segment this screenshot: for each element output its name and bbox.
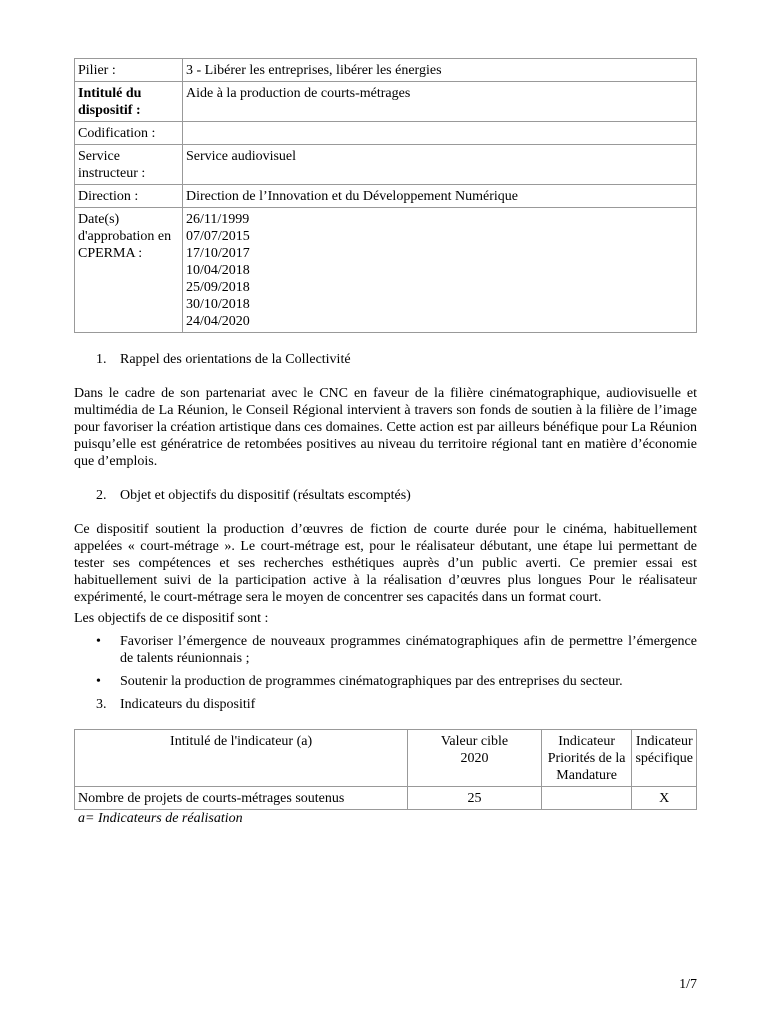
objective-item bbox=[74, 633, 697, 667]
indicators-table bbox=[74, 729, 697, 810]
info-label: Direction : bbox=[75, 185, 183, 208]
approval-date: 30/10/2018 bbox=[186, 297, 250, 312]
approval-date: 10/04/2018 bbox=[186, 263, 250, 278]
specific-header: Indicateur spécifique bbox=[632, 730, 697, 787]
bullet-icon: • bbox=[96, 634, 101, 649]
approval-date: 26/11/1999 bbox=[186, 212, 250, 227]
info-value: Aide à la production de courts-métrages bbox=[183, 82, 697, 122]
section-2-heading bbox=[74, 487, 697, 504]
info-row-service bbox=[75, 145, 697, 185]
section-1-body: Dans le cadre de son partenariat avec le CNC en faveur de la filière cinématographique, audiovisuelle et multimédia de La Réunion, le Conseil Régional intervient à travers son fonds de soutien à la filière de l’image pour favoriser la création artistique dans ces domaines. Cette action est par ailleurs bénéfique pour La Réunion puisqu’elle est génératrice de retombées positives au niveau du territoire régional tant en matière d’économie que d’emplois. bbox=[74, 386, 697, 469]
info-row-codification bbox=[75, 122, 697, 145]
bullet-icon: • bbox=[96, 674, 101, 689]
priority-header: Indicateur Priorités de la Mandature bbox=[541, 730, 632, 787]
info-label: Date(s) d'approbation en CPERMA : bbox=[75, 208, 183, 333]
specific-value: X bbox=[632, 787, 697, 810]
section-number: 2. bbox=[96, 488, 107, 503]
indicators-header-row bbox=[75, 730, 697, 787]
objective-text: Favoriser l’émergence de nouveaux programmes cinématographiques afin de permettre l’émergence de talents réunionnais ; bbox=[120, 634, 697, 666]
document-page bbox=[74, 58, 697, 827]
indicator-name: Nombre de projets de courts-métrages soutenus bbox=[75, 787, 408, 810]
info-value: 3 - Libérer les entreprises, libérer les énergies bbox=[183, 59, 697, 82]
target-header: Valeur cible 2020 bbox=[408, 730, 542, 787]
section-number: 3. bbox=[96, 697, 107, 712]
approval-date: 25/09/2018 bbox=[186, 280, 250, 295]
indicator-footnote: a= Indicateurs de réalisation bbox=[78, 811, 243, 826]
objectives-list bbox=[74, 633, 697, 690]
page-number: 1/7 bbox=[679, 977, 697, 992]
target-value: 25 bbox=[408, 787, 542, 810]
section-3-heading bbox=[74, 696, 697, 713]
info-value bbox=[183, 122, 697, 145]
info-value: Direction de l’Innovation et du Développement Numérique bbox=[183, 185, 697, 208]
section-title: Rappel des orientations de la Collectivité bbox=[120, 352, 351, 367]
info-label: Service instructeur : bbox=[75, 145, 183, 185]
table-row bbox=[75, 787, 697, 810]
objective-item bbox=[74, 673, 697, 690]
indicator-header: Intitulé de l'indicateur (a) bbox=[75, 730, 408, 787]
info-value: Service audiovisuel bbox=[183, 145, 697, 185]
info-label: Intitulé du dispositif : bbox=[75, 82, 183, 122]
section-number: 1. bbox=[96, 352, 107, 367]
objective-text: Soutenir la production de programmes cinématographiques par des entreprises du secteur. bbox=[120, 674, 623, 689]
info-label: Codification : bbox=[75, 122, 183, 145]
priority-value bbox=[541, 787, 632, 810]
info-label: Pilier : bbox=[75, 59, 183, 82]
objectives-intro: Les objectifs de ce dispositif sont : bbox=[74, 611, 269, 626]
section-1-heading bbox=[74, 351, 697, 368]
info-row-pilier bbox=[75, 59, 697, 82]
info-row-intitule bbox=[75, 82, 697, 122]
approval-date: 24/04/2020 bbox=[186, 314, 250, 329]
section-title: Objet et objectifs du dispositif (résultats escomptés) bbox=[120, 488, 411, 503]
dispositif-info-table bbox=[74, 58, 697, 333]
approval-date: 07/07/2015 bbox=[186, 229, 250, 244]
section-title: Indicateurs du dispositif bbox=[120, 697, 256, 712]
info-row-direction bbox=[75, 185, 697, 208]
approval-dates bbox=[183, 208, 697, 333]
approval-date: 17/10/2017 bbox=[186, 246, 250, 261]
section-2-body: Ce dispositif soutient la production d’œuvres de fiction de courte durée pour le cinéma, habituellement appelées « court-métrage ». Le court-métrage est, pour le réalisateur débutant, une étape lui permettant de tester ses compétences et ses recherches esthétiques auprès d’un public averti. Ce premier essai est habituellement suivi de la participation active à la réalisation d’œuvres plus longues Pour le réalisateur expérimenté, le court-métrage sera le moyen de concentrer ses capacités dans un format court. bbox=[74, 522, 697, 605]
info-row-dates bbox=[75, 208, 697, 333]
